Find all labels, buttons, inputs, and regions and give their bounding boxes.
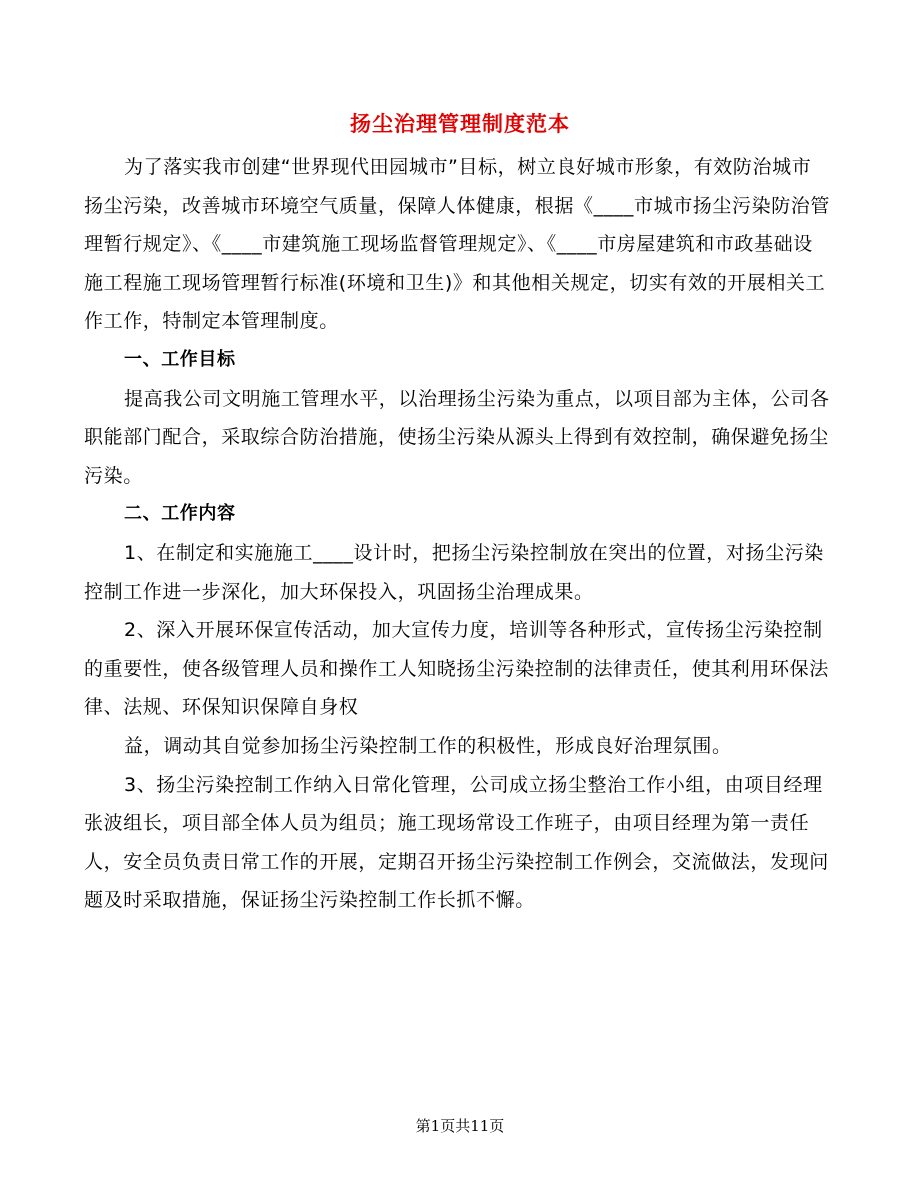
content-item-3: 3、扬尘污染控制工作纳入日常化管理，公司成立扬尘整治工作小组，由项目经理张波组长，项目部全体人员为组员；施工现场常设工作班子，由项目经理为第一责任人，安全员负责日常工作的开展，定期召开扬尘污染控制工作例会，交流做法，发现问题及时采取措施，保证扬尘污染控制工作长抓不懈。	[84, 773, 829, 912]
page-number: 第1页共11页	[415, 1117, 505, 1135]
content-item-2-continued: 益，调动其自觉参加扬尘污染控制工作的积极性，形成良好治理氛围。	[124, 734, 732, 757]
goals-paragraph: 提高我公司文明施工管理水平，以治理扬尘污染为重点，以项目部为主体，公司各职能部门配合，采取综合防治措施，使扬尘污染从源头上得到有效控制，确保避免扬尘污染。	[84, 387, 830, 487]
section-heading-goals: 一、工作目标	[124, 348, 236, 370]
content-item-1: 1、在制定和实施施工____设计时，把扬尘污染控制放在突出的位置，对扬尘污染控制工作进一步深化，加大环保投入，巩固扬尘治理成果。	[84, 541, 824, 603]
intro-paragraph: 为了落实我市创建“世界现代田园城市”目标，树立良好城市形象，有效防治城市扬尘污染，改善城市环境空气质量，保障人体健康，根据《____市城市扬尘污染防治管理暂行规定》、《____市建筑施工现场监督管理规定》、《____市房屋建筑和市政基础设施工程施工现场管理暂行标准(环境和卫生)》和其他相关规定，切实有效的开展相关工作工作，特制定本管理制度。	[84, 156, 831, 333]
document-title: 扬尘治理管理制度范本	[350, 112, 570, 136]
document-body	[84, 148, 830, 920]
content-item-2: 2、深入开展环保宣传活动，加大宣传力度，培训等各种形式，宣传扬尘污染控制的重要性，使各级管理人员和操作工人知晓扬尘污染控制的法律责任，使其利用环保法律、法规、环保知识保障自身权	[84, 619, 829, 719]
section-heading-content: 二、工作内容	[124, 503, 236, 525]
